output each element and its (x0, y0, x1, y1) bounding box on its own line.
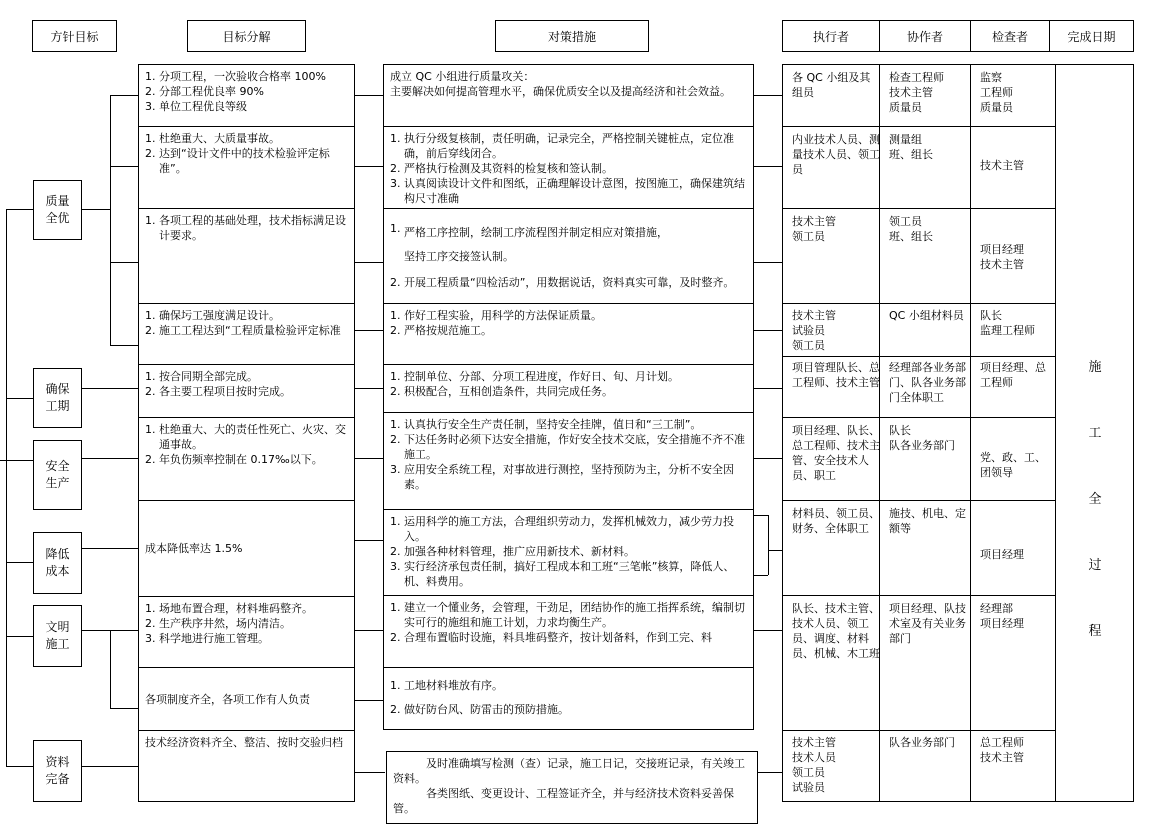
inspector-7: 项目经理 (980, 548, 1024, 561)
measure-8 (383, 595, 754, 668)
m2e-5 (754, 388, 783, 389)
decomp-10: 技术经济资料齐全、整洁、按时交验归档 (138, 730, 355, 802)
decomp-8 (138, 596, 355, 668)
measure-1: 成立 QC 小组进行质量攻关： 主要解决如何提高管理水平，确保优质安全以及提高经济和社会效益。 (383, 64, 754, 127)
d2m-9 (355, 700, 383, 701)
inspector-4: 队长 监理工程师 (980, 309, 1035, 337)
completion-text (1056, 346, 1134, 654)
decomp-7: 成本降低率达 1.5% (138, 500, 355, 597)
completion-char: 过 (1088, 558, 1102, 573)
measure-2 (383, 126, 754, 209)
collaborator-8: 项目经理、队技术室及有关业务部门 (889, 602, 966, 645)
measure-10-para-1: 及时准确填写检测（查）记录，施工日记，交接班记录，有关竣工资料。 (393, 757, 745, 785)
goal-cost: 降低 成本 (33, 532, 82, 594)
civil-link-1 (82, 630, 138, 631)
d2m-1 (355, 95, 383, 96)
schedule-link (82, 388, 138, 389)
decomp-4 (138, 303, 355, 365)
list-item: 2. 年负伤频率控制在 0.17‰以下。 (145, 453, 323, 466)
measure-4 (383, 303, 754, 365)
list-item: 1. 建立一个懂业务，会管理，干劲足，团结协作的施工指挥系统，编制切实可行的施组和施工计划，力求均衡生产。 (390, 601, 745, 629)
trunk-line (6, 209, 7, 766)
quality-link-4 (110, 345, 138, 346)
quality-bracket (110, 95, 111, 345)
collaborator-3: 领工员 班、组长 (889, 215, 933, 243)
measure-6 (383, 412, 754, 510)
list-item: 3. 认真阅读设计文件和图纸，正确理解设计意图，按图施工，确保建筑结构尺寸准确 (390, 177, 745, 205)
executor-6: 项目经理、队长、总工程师、技术主管、安全技术人员、职工 (792, 424, 880, 482)
grid-row-6 (782, 500, 1055, 501)
completion-char: 全 (1088, 492, 1102, 507)
inspector-10: 总工程师 技术主管 (980, 736, 1024, 764)
completion-char: 程 (1088, 624, 1102, 639)
completion-char: 工 (1088, 426, 1102, 441)
civil-link-2 (110, 708, 138, 709)
d2m-7 (355, 540, 383, 541)
executor-5: 项目管理队长、总工程师、技术主管 (792, 361, 880, 389)
grid-row-5 (782, 417, 1055, 418)
executor-10: 技术主管 技术人员 领工员 试验员 (792, 736, 836, 794)
m2e-2 (754, 166, 783, 167)
quality-link-3 (110, 262, 138, 263)
d2m-6 (355, 458, 383, 459)
goal-civil: 文明 施工 (33, 605, 82, 667)
measure-3 (383, 208, 754, 304)
list-item: 2. 积极配合，互相创造条件，共同完成任务。 (390, 385, 613, 398)
m2e-1 (754, 95, 783, 96)
collaborator-4: QC 小组材料员 (889, 309, 964, 322)
measure-7 (383, 509, 754, 596)
m2e-7b (754, 575, 768, 576)
list-item: 1. 各项工程的基础处理，技术指标满足设计要求。 (145, 214, 346, 242)
m2e-7 (768, 550, 783, 551)
executor-4: 技术主管 试验员 领工员 (792, 309, 836, 352)
collaborator-10: 队各业务部门 (889, 736, 955, 749)
list-item: 2. 做好防台风、防雷击的预防措施。 (390, 703, 569, 716)
executor-3: 技术主管 领工员 (792, 215, 836, 243)
list-item: 1. 分项工程，一次验收合格率 100% (145, 70, 326, 83)
header-collaborator: 协作者 (879, 20, 971, 52)
header-decomposition: 目标分解 (187, 20, 306, 52)
trunk-branch-quality (6, 209, 33, 210)
list-item: 1. 运用科学的施工方法，合理组织劳动力，发挥机械效力，减少劳力投入。 (390, 515, 734, 543)
quality-link-1 (110, 95, 138, 96)
d2m-10 (355, 772, 385, 773)
decomp-6 (138, 417, 355, 501)
measure-9 (383, 667, 754, 730)
list-item: 3. 应用安全系统工程，对事故进行测控，坚持预防为主，分析不安全因素。 (390, 463, 734, 491)
list-item: 1. 按合同期全部完成。 (145, 370, 258, 383)
list-item: 3. 实行经济承包责任制，搞好工程成本和工班“三笔帐”核算，降低人、机、料费用。 (390, 560, 735, 588)
list-item: 3. 科学地进行施工管理。 (145, 632, 269, 645)
m2e-6 (754, 458, 783, 459)
m2e-8 (754, 630, 783, 631)
inspector-1: 监察 工程师 质量员 (980, 71, 1013, 114)
list-item: 1. 执行分级复核制，责任明确，记录完全，严格控制关键桩点，定位准确，前后穿线闭合。 (390, 132, 734, 160)
d2m-4 (355, 330, 383, 331)
decomp-1 (138, 64, 355, 127)
goal-records: 资料 完备 (33, 740, 82, 802)
header-executor: 执行者 (782, 20, 880, 52)
list-item: 2. 达到“设计文件中的技术检验评定标准”。 (145, 147, 330, 175)
executor-7: 材料员、领工员、财务、全体职工 (792, 507, 880, 535)
quality-link-2 (110, 166, 138, 167)
completion-char: 施 (1088, 360, 1102, 375)
list-item: 2. 加强各种材料管理，推广应用新技术、新材料。 (390, 545, 635, 558)
list-item: 2. 分部工程优良率 90% (145, 85, 264, 98)
quality-bracket-stub (82, 209, 110, 210)
grid-row-7 (782, 595, 1055, 596)
inspector-3: 项目经理 技术主管 (980, 243, 1024, 271)
list-item: 2. 生产秩序井然，场内清洁。 (145, 617, 291, 630)
goal-schedule: 确保 工期 (33, 368, 82, 428)
collaborator-5: 经理部各业务部门、队各业务部门全体职工 (889, 361, 966, 404)
d2m-3 (355, 262, 383, 263)
list-item: 2. 合理布置临时设施，料具堆码整齐，按计划备料，作到工完、料 (390, 631, 712, 644)
header-completion: 完成日期 (1049, 20, 1134, 52)
measure-10-para-2: 各类图纸、变更设计、工程签证齐全，并与经济技术资料妥善保管。 (393, 787, 734, 815)
trunk-branch-schedule (6, 398, 33, 399)
d2m-2 (355, 166, 383, 167)
list-item: 2. 严格执行检测及其资料的检复核和签认制。 (390, 162, 613, 175)
list-item: 2. 严格按规范施工。 (390, 324, 492, 337)
m2e-10 (758, 772, 783, 773)
list-item: 2. 下达任务时必须下达安全措施，作好安全技术交底，安全措施不齐不准施工。 (390, 433, 745, 461)
grid-row-2 (782, 208, 1055, 209)
collaborator-2: 测量组 班、组长 (889, 133, 933, 161)
header-measures: 对策措施 (495, 20, 649, 52)
inspector-8: 经理部 项目经理 (980, 602, 1024, 630)
header-policy: 方针目标 (32, 20, 117, 52)
trunk-branch-civil (6, 636, 33, 637)
collaborator-7: 施技、机电、定额等 (889, 507, 966, 535)
list-item: 1. 认真执行安全生产责任制，坚持安全挂牌，值日和“三工制”。 (390, 418, 702, 431)
measure-5 (383, 364, 754, 418)
list-item: 1. 控制单位、分部、分项工程进度，作好日、旬、月计划。 (390, 370, 679, 383)
list-item: 1. 场地布置合理，材料堆码整齐。 (145, 602, 313, 615)
records-link (82, 766, 138, 767)
safety-link (82, 458, 138, 459)
m2e-7a (754, 515, 768, 516)
grid-row-1 (782, 126, 1055, 127)
goal-safety: 安全 生产 (33, 440, 82, 510)
m2e-3 (754, 262, 783, 263)
m2e-4 (754, 330, 783, 331)
list-item: 3. 单位工程优良等级 (145, 100, 247, 113)
d2m-8 (355, 630, 383, 631)
d2m-5 (355, 388, 383, 389)
inspector-6: 党、政、工、团领导 (980, 451, 1046, 479)
list-item: 2. 各主要工程项目按时完成。 (145, 385, 291, 398)
cost-link (82, 548, 138, 549)
list-item: 1. 作好工程实验，用科学的方法保证质量。 (390, 309, 602, 322)
decomp-5 (138, 364, 355, 418)
list-item: 1. 杜绝重大、大质量事故。 (145, 132, 280, 145)
decomp-2 (138, 126, 355, 209)
list-item: 1. 确保圬工强度满足设计。 (145, 309, 280, 322)
measure-10 (386, 751, 758, 824)
header-inspector: 检查者 (970, 20, 1050, 52)
executor-8: 队长、技术主管、技术人员、领工员、调度、材料员、机械、木工班 (792, 602, 880, 660)
inspector-5: 项目经理、总工程师 (980, 361, 1046, 389)
executor-1: 各 QC 小组及其组员 (792, 71, 871, 99)
list-item: 2. 施工工程达到“工程质量检验评定标准 (145, 324, 341, 337)
executor-2: 内业技术人员、测量技术人员、领工员 (792, 133, 880, 176)
collaborator-6: 队长 队各业务部门 (889, 424, 955, 452)
list-item: 1. 杜绝重大、大的责任性死亡、火灾、交通事故。 (145, 423, 346, 451)
civil-bracket (110, 630, 111, 708)
collaborator-1: 检查工程师 技术主管 质量员 (889, 71, 944, 114)
m2e-cost-bracket (768, 515, 769, 575)
decomp-9: 各项制度齐全，各项工作有人负责 (138, 667, 355, 731)
trunk-branch-safety (0, 460, 33, 461)
inspector-2: 技术主管 (980, 159, 1024, 172)
list-item: 1. 工地材料堆放有序。 (390, 679, 503, 692)
goal-quality: 质量 全优 (33, 180, 82, 240)
list-item: 1. 严格工序控制，绘制工序流程图并制定相应对策措施， 坚持工序交接签认制。 (390, 222, 668, 263)
trunk-branch-cost (6, 562, 33, 563)
decomp-3 (138, 208, 355, 304)
trunk-branch-records (6, 766, 33, 767)
list-item: 2. 开展工程质量“四检活动”，用数据说话，资料真实可靠，及时整齐。 (390, 276, 735, 289)
